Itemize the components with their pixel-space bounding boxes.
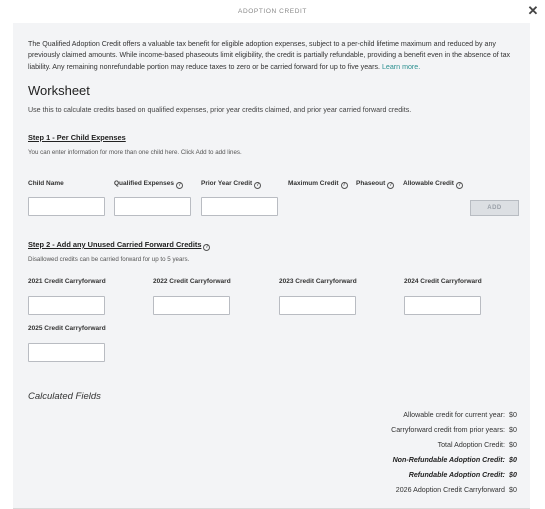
calc-label: Refundable Adoption Credit: — [408, 471, 505, 479]
calc-row-allowable-current — [403, 411, 518, 419]
step2-title — [28, 240, 210, 251]
calc-row-total — [438, 441, 518, 449]
help-circle-icon[interactable]: ? — [205, 244, 209, 250]
col-child-name-label: Child Name — [28, 180, 64, 187]
carryforward-2024-input[interactable] — [404, 296, 481, 315]
prior-year-credit-input[interactable] — [201, 197, 278, 216]
carryforward-2025-input[interactable] — [28, 343, 105, 362]
col-allowable-credit-label: Allowable Credit — [403, 180, 454, 187]
step1-title: Step 1 - Per Child Expenses — [28, 133, 126, 142]
step1-description: You can enter information for more than one child here. Click Add to add lines. — [28, 149, 242, 156]
calc-row-2026-carryforward — [396, 486, 518, 494]
col-qualified-expenses — [114, 180, 183, 189]
calc-value: $0 — [509, 456, 517, 464]
col-phaseout-label: Phaseout — [356, 180, 386, 187]
help-circle-icon[interactable]: ? — [389, 182, 393, 188]
dialog-titlebar — [0, 0, 545, 24]
step2-title-text: Step 2 - Add any Unused Carried Forward Credits — [28, 240, 202, 249]
qualified-expenses-input[interactable] — [114, 197, 191, 216]
calc-value: $0 — [509, 411, 517, 419]
col-prior-year-credit — [201, 180, 261, 189]
calc-row-carryforward-prior — [391, 426, 518, 434]
close-icon[interactable]: ✕ — [527, 3, 539, 18]
carryforward-2022-label: 2022 Credit Carryforward — [153, 278, 231, 285]
calc-row-nonrefundable — [393, 456, 518, 464]
help-circle-icon[interactable]: ? — [177, 182, 181, 188]
help-circle-icon[interactable]: ? — [256, 182, 260, 188]
calc-label: Total Adoption Credit: — [437, 441, 505, 449]
carryforward-2023-input[interactable] — [279, 296, 356, 315]
col-phaseout — [356, 180, 394, 189]
calc-label: 2026 Adoption Credit Carryforward — [395, 486, 505, 494]
col-maximum-credit-label: Maximum Credit — [288, 180, 339, 187]
calc-label: Allowable credit for current year: — [403, 411, 505, 419]
dialog-title: ADOPTION CREDIT — [238, 8, 307, 15]
carryforward-2022-input[interactable] — [153, 296, 230, 315]
learn-more-link[interactable]: Learn more. — [381, 62, 421, 71]
step2-description: Disallowed credits can be carried forward for up to 5 years. — [28, 256, 190, 263]
col-prior-year-credit-label: Prior Year Credit — [201, 180, 253, 187]
help-circle-icon[interactable]: ? — [342, 182, 346, 188]
calculated-fields-title: Calculated Fields — [28, 391, 101, 402]
carryforward-2021-input[interactable] — [28, 296, 105, 315]
worksheet-title: Worksheet — [28, 83, 90, 98]
calc-value: $0 — [509, 486, 517, 494]
calc-row-refundable — [409, 471, 518, 479]
col-qualified-expenses-label: Qualified Expenses — [114, 180, 174, 187]
adoption-credit-panel — [13, 23, 530, 509]
worksheet-description: Use this to calculate credits based on qualified expenses, prior year credits claimed, and prior year carried forward credits. — [28, 106, 412, 114]
carryforward-2025-label: 2025 Credit Carryforward — [28, 325, 106, 332]
add-button[interactable]: ADD — [470, 200, 519, 216]
carryforward-2024-label: 2024 Credit Carryforward — [404, 278, 482, 285]
calc-value: $0 — [509, 471, 517, 479]
col-maximum-credit — [288, 180, 348, 189]
intro-text: The Qualified Adoption Credit offers a valuable tax benefit for eligible adoption expenses, subject to a per-child lifetime maximum and reduced by any previously claimed amounts. While income-based phaseouts limit eligibility, the credit is partially refundable, providing a benefit even in the absence of tax liability. Any remaining nonrefundable portion may reduce taxes to zero or be carried forward for up to five years. — [28, 40, 511, 71]
carryforward-2021-label: 2021 Credit Carryforward — [28, 278, 106, 285]
calc-label: Non-Refundable Adoption Credit: — [392, 456, 505, 464]
calc-label: Carryforward credit from prior years: — [391, 426, 505, 434]
intro-paragraph — [28, 39, 518, 73]
col-allowable-credit — [403, 180, 463, 189]
child-name-input[interactable] — [28, 197, 105, 216]
col-child-name — [28, 180, 64, 187]
carryforward-2023-label: 2023 Credit Carryforward — [279, 278, 357, 285]
calc-value: $0 — [509, 426, 517, 434]
help-circle-icon[interactable]: ? — [457, 182, 461, 188]
calc-value: $0 — [509, 441, 517, 449]
